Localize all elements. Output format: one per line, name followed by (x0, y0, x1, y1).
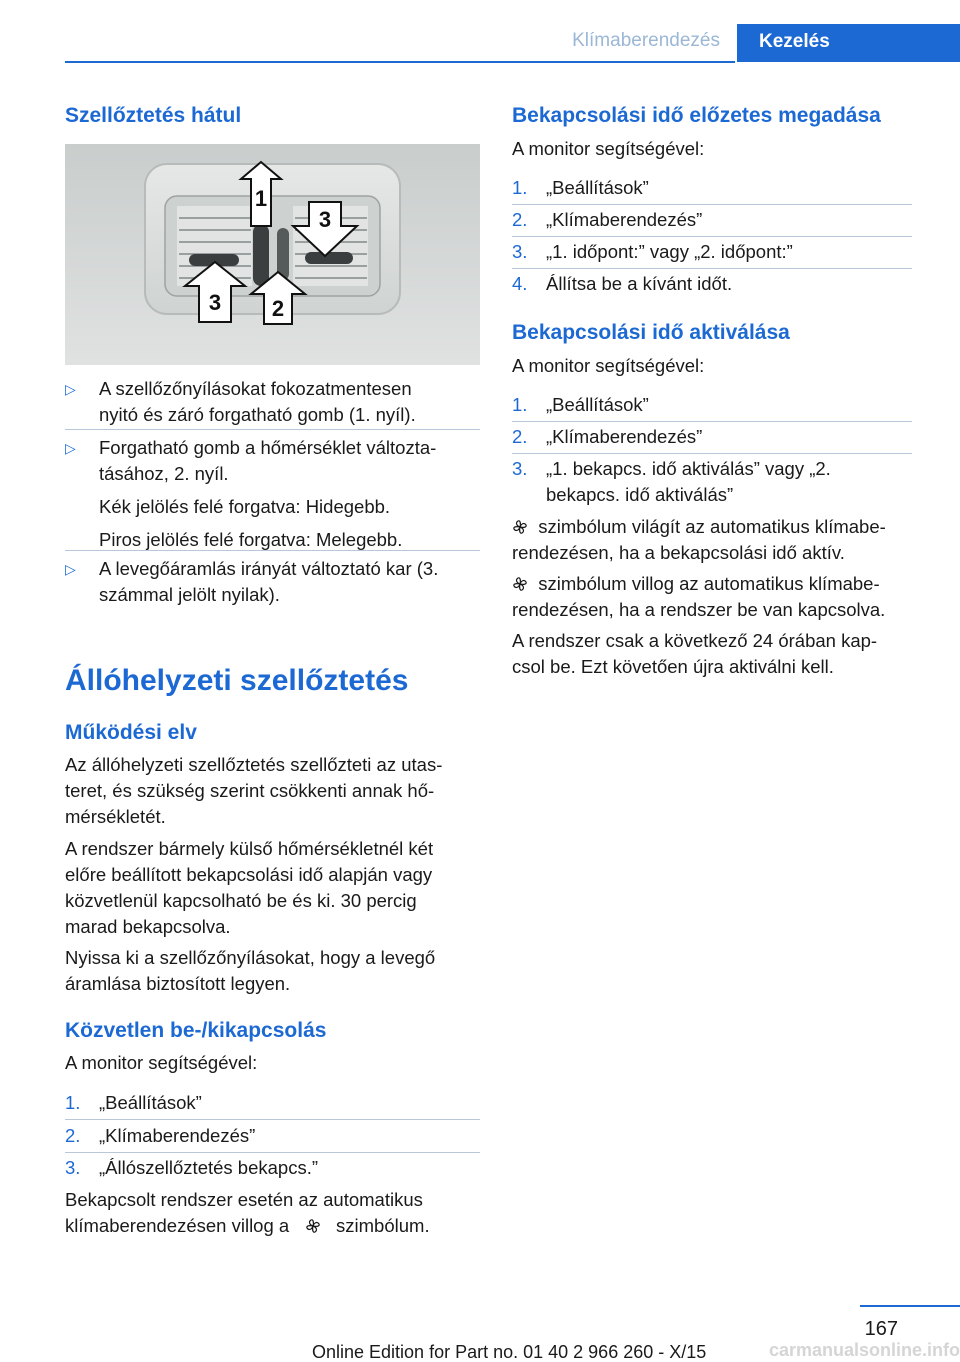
divider (512, 268, 912, 269)
activate-time-title: Bekapcsolási idő aktiválása (512, 321, 790, 344)
watermark: carmanualsonline.info (768, 1340, 960, 1360)
fan-icon (305, 1218, 321, 1234)
principle-paragraph-2: A rendszer bármely külső hőmérsékletnél két előre beállított bekapcsolási idő alapján vagy közvetlenül kapcsolható be és ki. 30 percig marad bekapcsolva. (65, 838, 434, 937)
preset-time-title: Bekapcsolási idő előzetes megadása (512, 104, 881, 127)
divider (65, 429, 480, 430)
figure-label-1: 1 (254, 186, 268, 211)
header-tab: Kezelés (737, 24, 960, 62)
principle-paragraph-3: Nyissa ki a szellőzőnyílásokat, hogy a levegő áramlása biztosított legyen. (65, 947, 436, 994)
parking-ventilation-title: Állóhelyzeti szellőztetés (65, 664, 409, 697)
page-header (0, 0, 960, 62)
direct-switch-title: Közvetlen be-/kikapcsolás (65, 1019, 327, 1042)
direct-intro: A monitor segítségével: (65, 1052, 258, 1073)
list-item: 2. „Klímaberendezés” (512, 209, 703, 230)
fan-icon (512, 576, 528, 592)
activate-intro: A monitor segítségével: (512, 355, 705, 376)
direct-note: Bekapcsolt rendszer esetén az automatikus klímaberendezésen villog a szimbólum. (65, 1189, 430, 1236)
list-item: 4. Állítsa be a kívánt időt. (512, 273, 733, 294)
symbol-lit-paragraph: szimbólum világít az automatikus klímabe‐ rendezésen, ha a bekapcsolási idő aktív. (512, 516, 886, 563)
figure-label-3-left: 3 (208, 290, 222, 315)
header-section: Klímaberendezés (572, 30, 720, 51)
list-item: 3. „1. időpont:” vagy „2. időpont:” (512, 241, 793, 262)
triangle-right-icon: ▷ (65, 561, 76, 577)
divider (512, 204, 912, 205)
principle-paragraph-1: Az állóhelyzeti szellőztetés szellőzteti az utas‐ teret, és szükség szerint csökkenti annak hő‐ mérsékletét. (65, 754, 443, 827)
divider (65, 550, 480, 551)
bullet-item: ▷ Forgatható gomb a hőmérséklet változta‐ tásához, 2. nyíl. Kék jelölés felé forgatva: Hidegebb. Piros jelölés felé forgatva: Melegebb. (65, 437, 437, 550)
list-item: 3. „1. bekapcs. idő aktiválás” vagy „2. bekapcs. idő aktiválás” (512, 458, 831, 505)
divider (65, 1152, 480, 1153)
header-rule (65, 61, 735, 63)
divider (512, 453, 912, 454)
bullet-item: ▷ A levegőáramlás irányát változtató kar (3. számmal jelölt nyilak). (65, 558, 439, 605)
list-item: 2. „Klímaberendezés” (512, 426, 703, 447)
note-paragraph: A rendszer csak a következő 24 órában kap‐ csol be. Ezt követően újra aktiválni kell. (512, 630, 878, 677)
symbol-blink-paragraph: szimbólum villog az automatikus klímabe‐ rendezésen, ha a rendszer be van kapcsolva. (512, 573, 886, 620)
fan-icon (512, 519, 528, 535)
principle-title: Működési elv (65, 721, 197, 744)
list-item: 1. „Beállítások” (512, 177, 649, 198)
divider (65, 1119, 480, 1120)
list-item: 2. „Klímaberendezés” (65, 1125, 256, 1146)
list-item: 1. „Beállítások” (512, 394, 649, 415)
page-number: 167 (864, 1318, 898, 1340)
figure-label-3-right: 3 (318, 207, 332, 232)
list-item: 1. „Beállítások” (65, 1092, 202, 1113)
preset-intro: A monitor segítségével: (512, 138, 705, 159)
divider (512, 421, 912, 422)
triangle-right-icon: ▷ (65, 381, 76, 397)
triangle-right-icon: ▷ (65, 440, 76, 456)
figure-label-2: 2 (271, 296, 285, 321)
bullet-item: ▷ A szellőzőnyílásokat fokozatmentesen nyitó és záró forgatható gomb (1. nyíl). (65, 378, 416, 425)
footer-rule (860, 1305, 960, 1307)
divider (512, 236, 912, 237)
list-item: 3. „Állószellőztetés bekapcs.” (65, 1157, 319, 1178)
edition-text: Online Edition for Part no. 01 40 2 966 260 - X/15 (312, 1342, 707, 1362)
rear-vent-figure (65, 144, 480, 365)
rear-vent-title: Szellőztetés hátul (65, 104, 242, 127)
